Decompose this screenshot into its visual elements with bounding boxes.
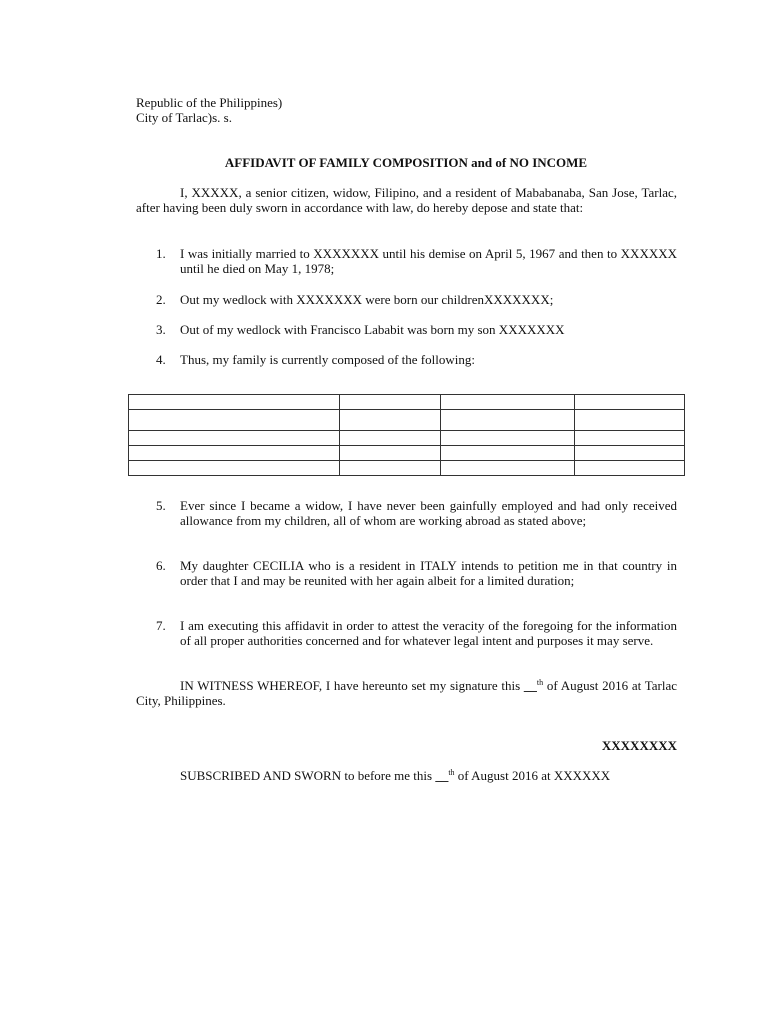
item-text: Ever since I became a widow, I have never been gainfully employed and had only received allowance from my children, all of whom are working abroad as stated above; [180,498,677,528]
witness-date-blank: __ [523,678,537,693]
item-text: Out of my wedlock with Francisco Lababit was born my son XXXXXXX [180,322,565,337]
jurat-text-start: SUBSCRIBED AND SWORN to before me this [180,768,436,783]
table-cell [575,431,685,446]
venue-block [136,95,282,125]
witness-clause [136,678,677,708]
jurat-ordinal-suffix: th [448,768,455,777]
list-item-5 [136,498,677,528]
item-number: 5. [156,498,166,513]
item-text: Out my wedlock with XXXXXXX were born our childrenXXXXXXX; [180,292,554,307]
table-cell [575,395,685,410]
jurat-text-end: of August 2016 at XXXXXX [454,768,611,783]
table-cell [575,461,685,476]
table-cell [441,410,575,431]
list-item-7 [136,618,677,648]
list-item-2 [136,292,677,307]
table-row [129,410,685,431]
table-cell [575,446,685,461]
list-item-1 [136,246,677,276]
item-number: 2. [156,292,166,307]
table-cell [441,461,575,476]
witness-ordinal-suffix: th [536,678,544,687]
item-text: I am executing this affidavit in order to attest the veracity of the foregoing for the information of all proper authorities concerned and for whatever legal intent and purposes it may serve. [180,618,677,648]
table-cell [441,431,575,446]
table-cell [129,395,340,410]
table-cell [339,461,441,476]
family-composition-table [128,394,685,476]
jurat-date-blank: __ [435,768,449,783]
table-cell [575,410,685,431]
item-number: 7. [156,618,166,633]
table-row [129,461,685,476]
table-cell [339,395,441,410]
signatory-name: XXXXXXXX [601,738,677,753]
witness-text-start: IN WITNESS WHEREOF, I have hereunto set my signature this [180,678,524,693]
item-text: My daughter CECILIA who is a resident in ITALY intends to petition me in that country in order that I and may be reunited with her again albeit for a limited duration; [180,558,677,588]
witness-text-end: of August 2016 at Tarlac City, Philippines. [136,678,677,708]
list-item-3 [136,322,677,337]
list-item-4 [136,352,677,367]
item-number: 3. [156,322,166,337]
table-row [129,431,685,446]
table-cell [339,446,441,461]
jurat-clause [136,768,677,783]
venue-city: City of Tarlac)s. s. [136,110,232,125]
table-cell [339,431,441,446]
table-cell [441,395,575,410]
table-cell [441,446,575,461]
item-number: 4. [156,352,166,367]
table-cell [129,431,340,446]
table-cell [339,410,441,431]
item-text: I was initially married to XXXXXXX until his demise on April 5, 1967 and then to XXXXXX until he died on May 1, 1978; [180,246,677,276]
venue-country: Republic of the Philippines) [136,95,283,110]
table-cell [129,410,340,431]
item-number: 1. [156,246,166,261]
list-item-6 [136,558,677,588]
document-title: AFFIDAVIT OF FAMILY COMPOSITION and of NO INCOME [224,155,588,170]
item-number: 6. [156,558,166,573]
table-row [129,395,685,410]
table-row [129,446,685,461]
intro-paragraph: I, XXXXX, a senior citizen, widow, Filipino, and a resident of Mababanaba, San Jose, Tarlac, after having been duly sworn in accordance with law, do hereby depose and state that: [136,185,677,215]
table-cell [129,461,340,476]
item-text: Thus, my family is currently composed of the following: [180,352,475,367]
table-cell [129,446,340,461]
